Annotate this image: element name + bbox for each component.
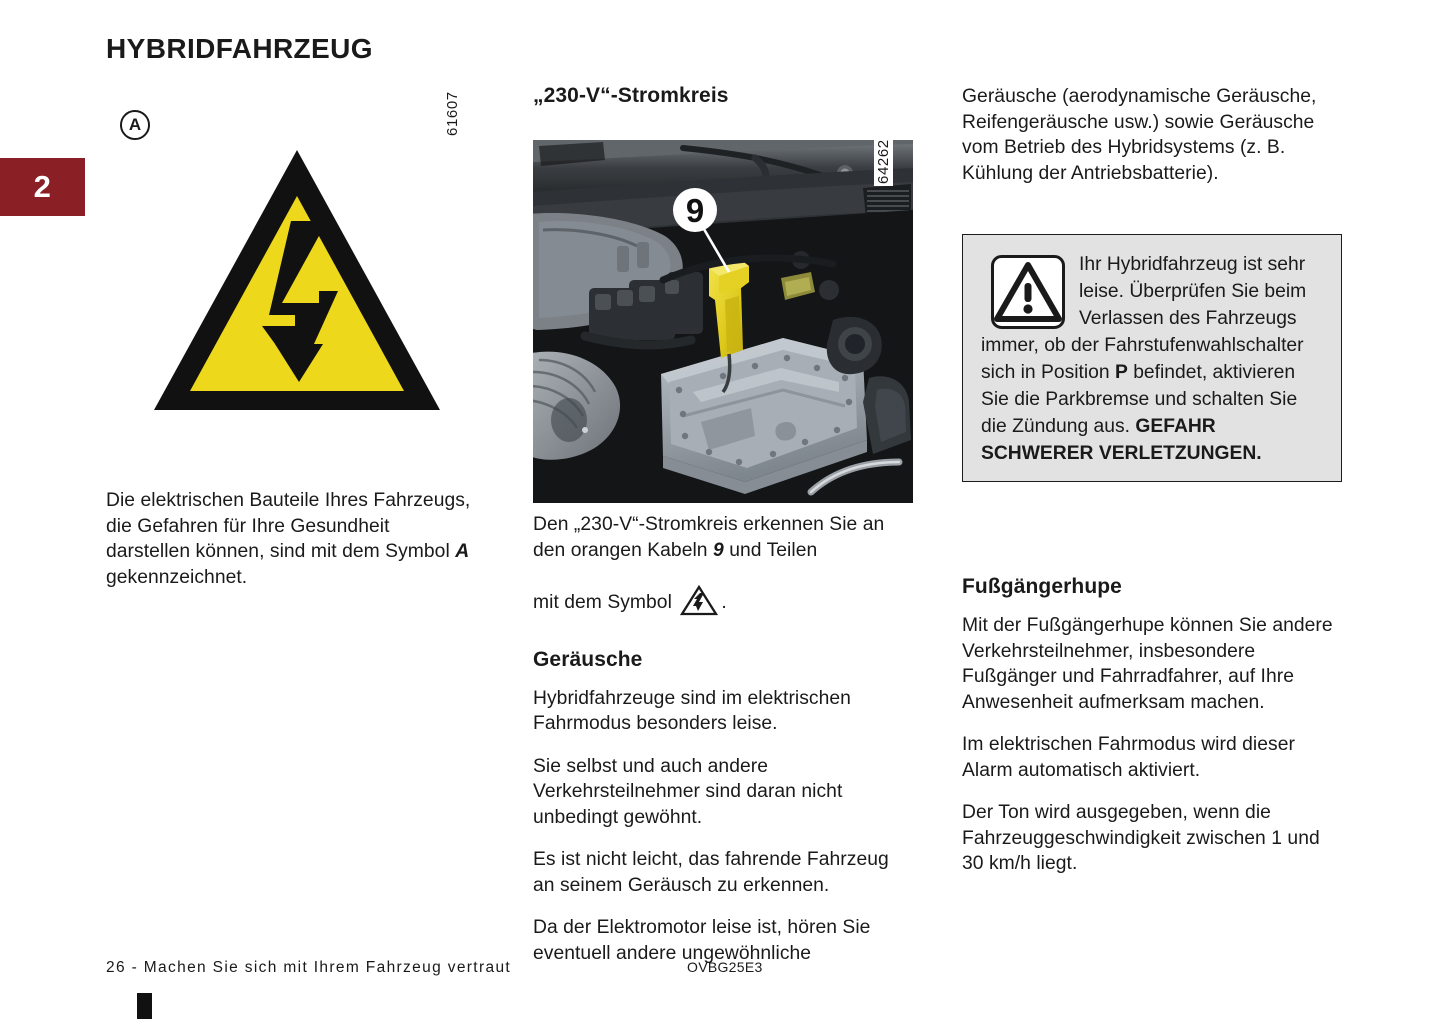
heading-230v-circuit: „230-V“-Stromkreis (533, 84, 729, 107)
warning-bold-text: GEFAHR SCHWERER VERLETZUNGEN. (981, 416, 1262, 464)
chapter-number: 2 (33, 169, 52, 204)
warning-text-part2: befindet, aktivieren Sie die Parkbremse und schalten Sie die Zündung aus. (981, 362, 1298, 437)
footer-edge-mark (137, 993, 152, 1019)
svg-text:9: 9 (685, 192, 705, 229)
warning-triangle-icon (991, 255, 1065, 329)
page-title: HYBRIDFAHRZEUG (106, 33, 373, 64)
pedestrian-horn-paragraph-2: Im elektrischen Fahrmodus wird dieser Alarm automatisch aktiviert. (962, 734, 1295, 781)
noises-continuation: Geräusche (aerodynamische Geräusche, Reifengeräusche usw.) sowie Geräusche vom Betrieb des Hybridsystems (z. B. Kühlung der Antriebsbatterie). (962, 86, 1317, 184)
warning-text-part1: Ihr Hybridfahrzeug ist sehr leise. Überprüfen Sie beim Verlassen des Fahrzeugs immer, ob der Fahrstufenwahlschalter sich in Position (981, 254, 1307, 383)
photo-caption-emphasis: 9 (713, 539, 724, 561)
noises-paragraph-1: Hybridfahrzeuge sind im elektrischen Fahrmodus besonders leise. (533, 687, 851, 734)
warning-emphasis-p: P (1114, 362, 1128, 383)
electrical-hazard-small-icon (680, 585, 718, 624)
column1-paragraph-emphasis: A (455, 541, 470, 562)
photo-caption (533, 512, 915, 563)
figure-number-61607: 61607 (444, 91, 461, 136)
column1-paragraph (106, 488, 474, 590)
noises-paragraph-4: Da der Elektromotor leise ist, hören Sie eventuell andere ungewöhnliche (533, 917, 871, 964)
engine-bay-photo (533, 140, 913, 503)
column-2 (533, 84, 913, 118)
column-2-body (533, 512, 915, 966)
column-1 (106, 84, 474, 607)
column-3-lower (962, 575, 1344, 894)
warning-box (962, 234, 1342, 482)
figure-number-64262: 64262 (875, 139, 892, 184)
chapter-tab (0, 158, 85, 216)
heading-noises: Geräusche (533, 647, 643, 671)
column-3 (962, 84, 1344, 203)
column1-paragraph-part1: Die elektrischen Bauteile Ihres Fahrzeugs, die Gefahren für Ihre Gesundheit darstellen können, sind mit dem Symbol (106, 490, 471, 562)
symbol-caption-part1: mit dem Symbol (533, 592, 678, 613)
footer-document-code: OVBG25E3 (687, 959, 763, 975)
pedestrian-horn-paragraph-3: Der Ton wird ausgegeben, wenn die Fahrzeuggeschwindigkeit zwischen 1 und 30 km/h liegt. (962, 802, 1320, 874)
noises-paragraph-3: Es ist nicht leicht, das fahrende Fahrzeug an seinem Geräusch zu erkennen. (533, 849, 889, 896)
photo-caption-part2: und Teilen (723, 539, 818, 561)
symbol-caption (533, 585, 915, 624)
marker-a-label: A (128, 115, 142, 134)
footer-page-label: 26 - Machen Sie sich mit Ihrem Fahrzeug vertraut (106, 959, 512, 976)
heading-pedestrian-horn: Fußgängerhupe (962, 575, 1122, 598)
pedestrian-horn-paragraph-1: Mit der Fußgängerhupe können Sie andere Verkehrsteilnehmer, insbesondere Fußgänger und Fahrradfahrer, auf Ihre Anwesenheit aufmerksam machen. (962, 615, 1333, 713)
column1-paragraph-part2: gekennzeichnet. (106, 566, 248, 588)
photo-caption-part1: Den „230-V“-Stromkreis erkennen Sie an den orangen Kabeln (533, 514, 885, 561)
noises-paragraph-2: Sie selbst und auch andere Verkehrsteilnehmer sind daran nicht unbedingt gewöhnt. (533, 755, 843, 828)
symbol-caption-part2: . (721, 592, 727, 613)
